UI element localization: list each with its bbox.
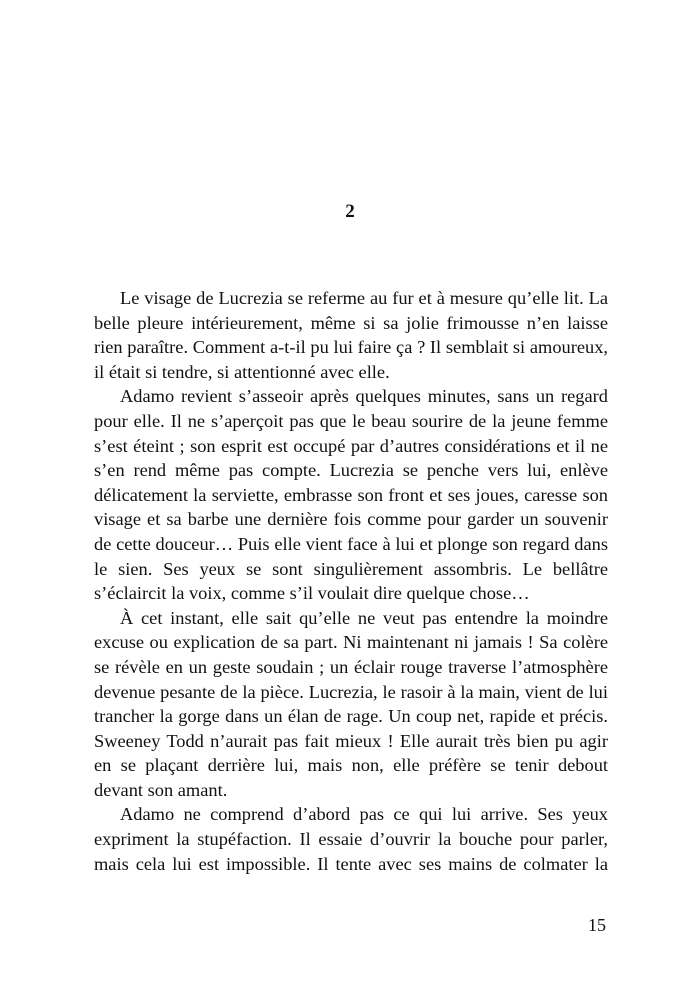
chapter-number: 2 [345, 201, 355, 222]
paragraph: Adamo ne comprend d’abord pas ce qui lui arrive. Ses yeux expriment la stupéfaction. Il essaie d’ouvrir la bouche pour parler, mais cela lui est impossible. Il tente avec ses mains de colmater la [94, 804, 608, 874]
paragraph: À cet instant, elle sait qu’elle ne veut pas entendre la moindre excuse ou explication de sa part. Ni maintenant ni jamais ! Sa colère se révèle en un geste soudain ; un éclair rouge traverse l’atmosphère devenue pesante de la pièce. Lucrezia, le rasoir à la main, vient de lui trancher la gorge dans un élan de rage. Un coup net, rapide et précis. Sweeney Todd n’aurait pas fait mieux ! Elle aurait très bien pu agir en se plaçant derrière lui, mais non, elle préfère se tenir debout devant son amant. [94, 607, 608, 800]
chapter-body [94, 286, 608, 876]
paragraph: Le visage de Lucrezia se referme au fur et à mesure qu’elle lit. La belle pleure intérieurement, même si sa jolie frimousse n’en laisse rien paraître. Comment a-t-il pu lui faire ça ? Il semblait si amoureux, il était si tendre, si attentionné avec elle. [94, 288, 608, 382]
paragraph: Adamo revient s’asseoir après quelques minutes, sans un regard pour elle. Il ne s’aperçoit pas que le beau sourire de la jeune femme s’est éteint ; son esprit est occupé par d’autres considérations et il ne s’en rend même pas compte. Lucrezia se penche vers lui, enlève délicatement la serviette, embrasse son front et ses joues, caresse son visage et sa barbe une dernière fois comme pour garder un souvenir de cette douceur… Puis elle vient face à lui et plonge son regard dans le sien. Ses yeux se sont singulièrement assombris. Le bellâtre s’éclaircit la voix, comme s’il voulait dire quelque chose… [94, 386, 608, 604]
page-number: 15 [588, 915, 606, 935]
